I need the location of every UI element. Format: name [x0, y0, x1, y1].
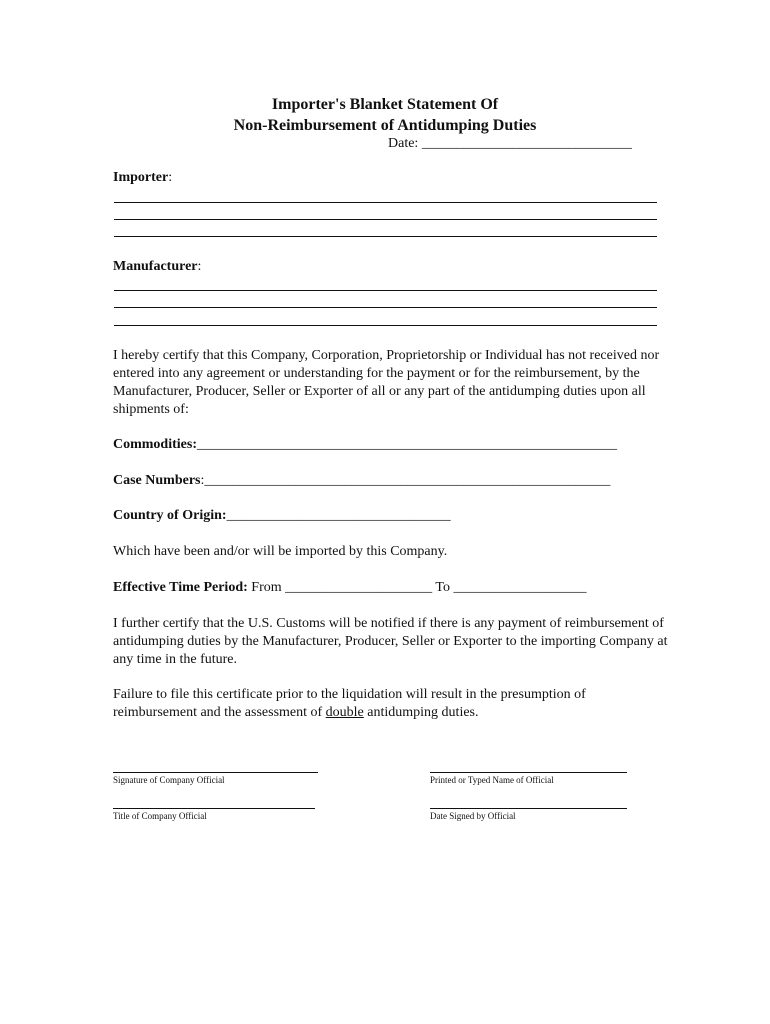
importer-line-1[interactable]: [114, 202, 657, 203]
manufacturer-label-group: [113, 259, 201, 275]
printed-name-line[interactable]: [430, 772, 627, 773]
importer-line-2[interactable]: [114, 219, 657, 220]
document-title-line1: Importer's Blanket Statement Of: [271, 96, 499, 113]
manufacturer-label: Manufacturer: [113, 259, 198, 274]
country-of-origin-blank: ________________________________: [226, 508, 451, 523]
case-numbers-label: Case Numbers: [113, 473, 201, 488]
manufacturer-colon: :: [197, 259, 202, 274]
commodities-label: Commodities:: [113, 437, 197, 452]
certification-paragraph: I hereby certify that this Company, Corporation, Proprietorship or Individual has not received nor entered into any agreement or understanding for the payment or for the reimbursement, by the Manufacturer, Producer, Seller or Exporter of all or any part of the antidumping duties upon all shipments of:: [113, 348, 660, 417]
effective-time-period-range: From _____________________ To ___________________: [251, 580, 587, 595]
title-line[interactable]: [113, 808, 315, 809]
importer-line-3[interactable]: [114, 236, 657, 237]
commodities-field[interactable]: [113, 437, 617, 453]
country-of-origin-label: Country of Origin:: [113, 508, 227, 523]
effective-time-period-label: Effective Time Period:: [113, 580, 248, 595]
printed-name-label: Printed or Typed Name of Official: [430, 775, 554, 785]
date-blank: ______________________________: [421, 136, 632, 151]
manufacturer-line-3[interactable]: [114, 325, 657, 326]
double-emphasis: double: [325, 705, 364, 720]
import-statement: Which have been and/or will be imported by this Company.: [113, 544, 448, 559]
signature-label: Signature of Company Official: [113, 775, 225, 785]
failure-text-end: antidumping duties.: [363, 705, 479, 720]
failure-paragraph: [113, 686, 673, 722]
importer-label: Importer: [113, 170, 169, 185]
country-of-origin-field[interactable]: [113, 508, 451, 524]
case-numbers-blank: :__________________________________________________________: [200, 473, 611, 488]
effective-time-period-field[interactable]: [113, 580, 586, 596]
date-label: Date:: [388, 136, 419, 151]
manufacturer-line-2[interactable]: [114, 307, 657, 308]
document-title-line2: Non-Reimbursement of Antidumping Duties: [233, 117, 537, 134]
importer-label-group: [113, 170, 172, 186]
manufacturer-line-1[interactable]: [114, 290, 657, 291]
signature-line[interactable]: [113, 772, 318, 773]
title-label: Title of Company Official: [113, 811, 207, 821]
date-signed-line[interactable]: [430, 808, 627, 809]
date-field[interactable]: [388, 136, 632, 152]
date-signed-label: Date Signed by Official: [430, 811, 516, 821]
failure-text-start: Failure to file this certificate prior to the liquidation will result in the presumption of reimbursement and the assessment of: [113, 687, 586, 720]
commodities-blank: ____________________________________________________________: [197, 437, 617, 452]
case-numbers-field[interactable]: [113, 473, 610, 489]
further-certify-paragraph: I further certify that the U.S. Customs will be notified if there is any payment of reimbursement of antidumping duties by the Manufacturer, Producer, Seller or Exporter to the importing Company at any time in the future.: [113, 616, 668, 667]
importer-colon: :: [168, 170, 173, 185]
